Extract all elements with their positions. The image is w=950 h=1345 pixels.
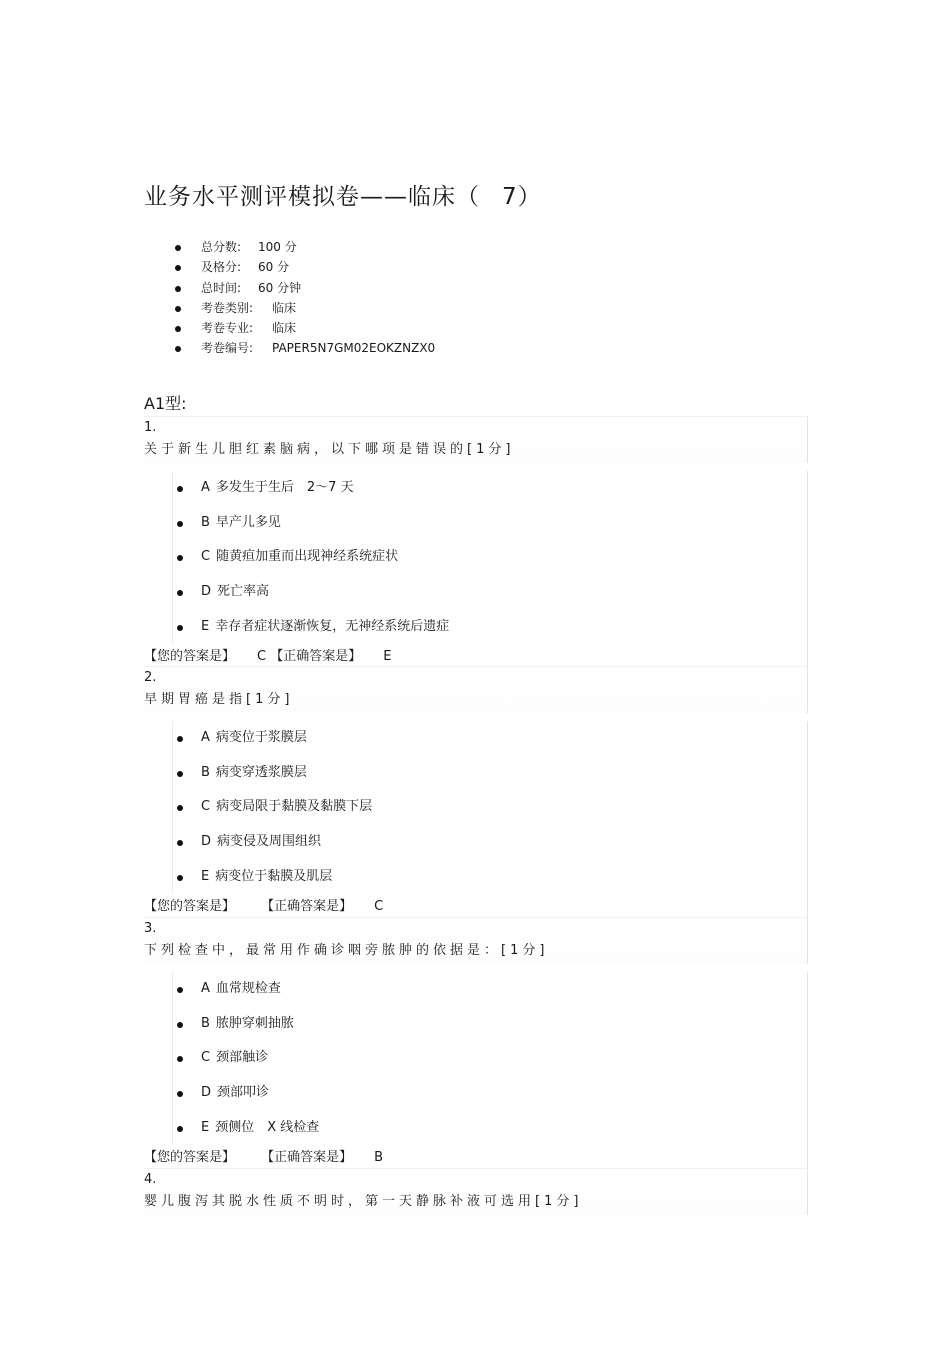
meta-key: 总时间: — [201, 280, 242, 295]
question-text: 下列检查中，最常用作确诊咽旁脓肿的依据是：[1分] — [144, 943, 549, 958]
question-number: 3. — [144, 921, 157, 936]
option-text: 病变穿透浆膜层 — [215, 764, 307, 780]
meta-value: 100 分 — [258, 240, 297, 254]
meta-value: 临床 — [272, 321, 297, 336]
correct-answer-label: 【正确答案是】 — [270, 649, 362, 665]
question-text: 婴儿腹泻其脱水性质不明时，第一天静脉补液可选用[1分] — [144, 1194, 583, 1209]
correct-answer-label: 【正确答案是】 — [261, 1150, 353, 1166]
option-c[interactable] — [173, 790, 807, 825]
option-a[interactable] — [173, 972, 807, 1007]
question-text: 早期胃癌是指[1分] — [144, 692, 294, 707]
option-letter: A — [201, 981, 210, 996]
option-text: 病变位于黏膜及肌层 — [215, 868, 333, 884]
option-a[interactable] — [173, 471, 807, 506]
meta-item — [144, 237, 435, 257]
option-letter: C — [201, 549, 211, 565]
option-letter: A — [201, 480, 210, 495]
correct-answer-value: B — [374, 1150, 384, 1166]
option-e[interactable] — [173, 1111, 807, 1146]
question-stem — [144, 917, 808, 964]
option-text: 幸存者症状逐渐恢复，无神经系统后遗症 — [215, 618, 450, 634]
option-text: 随黄疸加重而出现神经系统症状 — [216, 549, 399, 565]
correct-answer-value: C — [374, 899, 384, 915]
option-a[interactable] — [173, 721, 807, 756]
meta-item — [144, 318, 435, 338]
meta-key: 总分数: — [201, 240, 242, 254]
option-letter: B — [201, 514, 210, 530]
option-letter: A — [201, 730, 210, 745]
option-text: 多发生于生后 2～7 天 — [215, 480, 354, 495]
meta-key: 考卷编号: — [201, 341, 254, 356]
option-b[interactable] — [173, 506, 807, 541]
option-text: 血常规检查 — [215, 981, 281, 996]
option-list — [172, 721, 808, 894]
option-letter: C — [201, 799, 211, 815]
option-text: 病变局限于黏膜及黏膜下层 — [216, 799, 373, 815]
meta-item — [144, 298, 435, 318]
question-number: 4. — [144, 1172, 157, 1187]
option-e[interactable] — [173, 860, 807, 895]
title-number: 7） — [502, 184, 542, 210]
meta-key: 考卷专业: — [201, 321, 254, 336]
question-number: 1. — [144, 420, 157, 435]
section-heading: A1型: — [144, 394, 187, 413]
option-d[interactable] — [173, 825, 807, 860]
correct-answer-value: E — [383, 649, 392, 665]
meta-item — [144, 338, 435, 358]
option-d[interactable] — [173, 575, 807, 610]
meta-value: 60 分钟 — [258, 280, 302, 295]
question-3 — [144, 917, 808, 1171]
meta-item — [144, 257, 435, 277]
your-answer-label: 【您的答案是】 — [144, 1150, 236, 1166]
option-letter: B — [201, 764, 210, 780]
question-4 — [144, 1168, 808, 1215]
question-stem — [144, 1168, 808, 1215]
option-letter: C — [201, 1050, 211, 1066]
meta-key: 及格分: — [201, 260, 242, 275]
option-c[interactable] — [173, 540, 807, 575]
title-text: 业务水平测评模拟卷——临床（ — [144, 184, 480, 210]
meta-value: 60 分 — [258, 260, 290, 275]
option-text: 病变侵及周围组织 — [217, 834, 322, 850]
option-b[interactable] — [173, 756, 807, 791]
option-text: 颈侧位 X 线检查 — [215, 1119, 320, 1135]
page-title — [144, 178, 542, 211]
question-stem — [144, 416, 808, 463]
option-b[interactable] — [173, 1007, 807, 1042]
your-answer-value: C — [257, 649, 267, 665]
meta-value: PAPER5N7GM02EOKZNZX0 — [272, 341, 436, 356]
option-list — [172, 471, 808, 644]
option-letter: E — [201, 868, 210, 884]
question-1 — [144, 416, 808, 670]
your-answer-label: 【您的答案是】 — [144, 649, 236, 665]
question-number: 2. — [144, 670, 157, 685]
question-text: 关于新生儿胆红素脑病，以下哪项是错误的[1分] — [144, 442, 515, 457]
option-letter: D — [201, 834, 212, 850]
option-text: 死亡率高 — [217, 584, 270, 600]
option-text: 颈部触诊 — [216, 1050, 269, 1066]
exam-meta-list — [144, 237, 435, 359]
option-text: 病变位于浆膜层 — [215, 730, 307, 745]
meta-item — [144, 278, 435, 298]
option-letter: B — [201, 1015, 210, 1031]
option-c[interactable] — [173, 1041, 807, 1076]
option-list — [172, 972, 808, 1145]
question-2 — [144, 666, 808, 920]
option-e[interactable] — [173, 610, 807, 645]
meta-value: 临床 — [272, 300, 297, 315]
your-answer-label: 【您的答案是】 — [144, 899, 236, 915]
option-letter: D — [201, 1085, 212, 1101]
option-d[interactable] — [173, 1076, 807, 1111]
meta-key: 考卷类别: — [201, 300, 254, 315]
option-text: 早产儿多见 — [215, 514, 281, 530]
option-text: 脓肿穿刺抽脓 — [215, 1015, 294, 1031]
option-letter: E — [201, 1119, 210, 1135]
question-stem — [144, 666, 808, 713]
option-letter: D — [201, 584, 212, 600]
option-text: 颈部叩诊 — [217, 1085, 270, 1101]
option-letter: E — [201, 618, 210, 634]
correct-answer-label: 【正确答案是】 — [261, 899, 353, 915]
